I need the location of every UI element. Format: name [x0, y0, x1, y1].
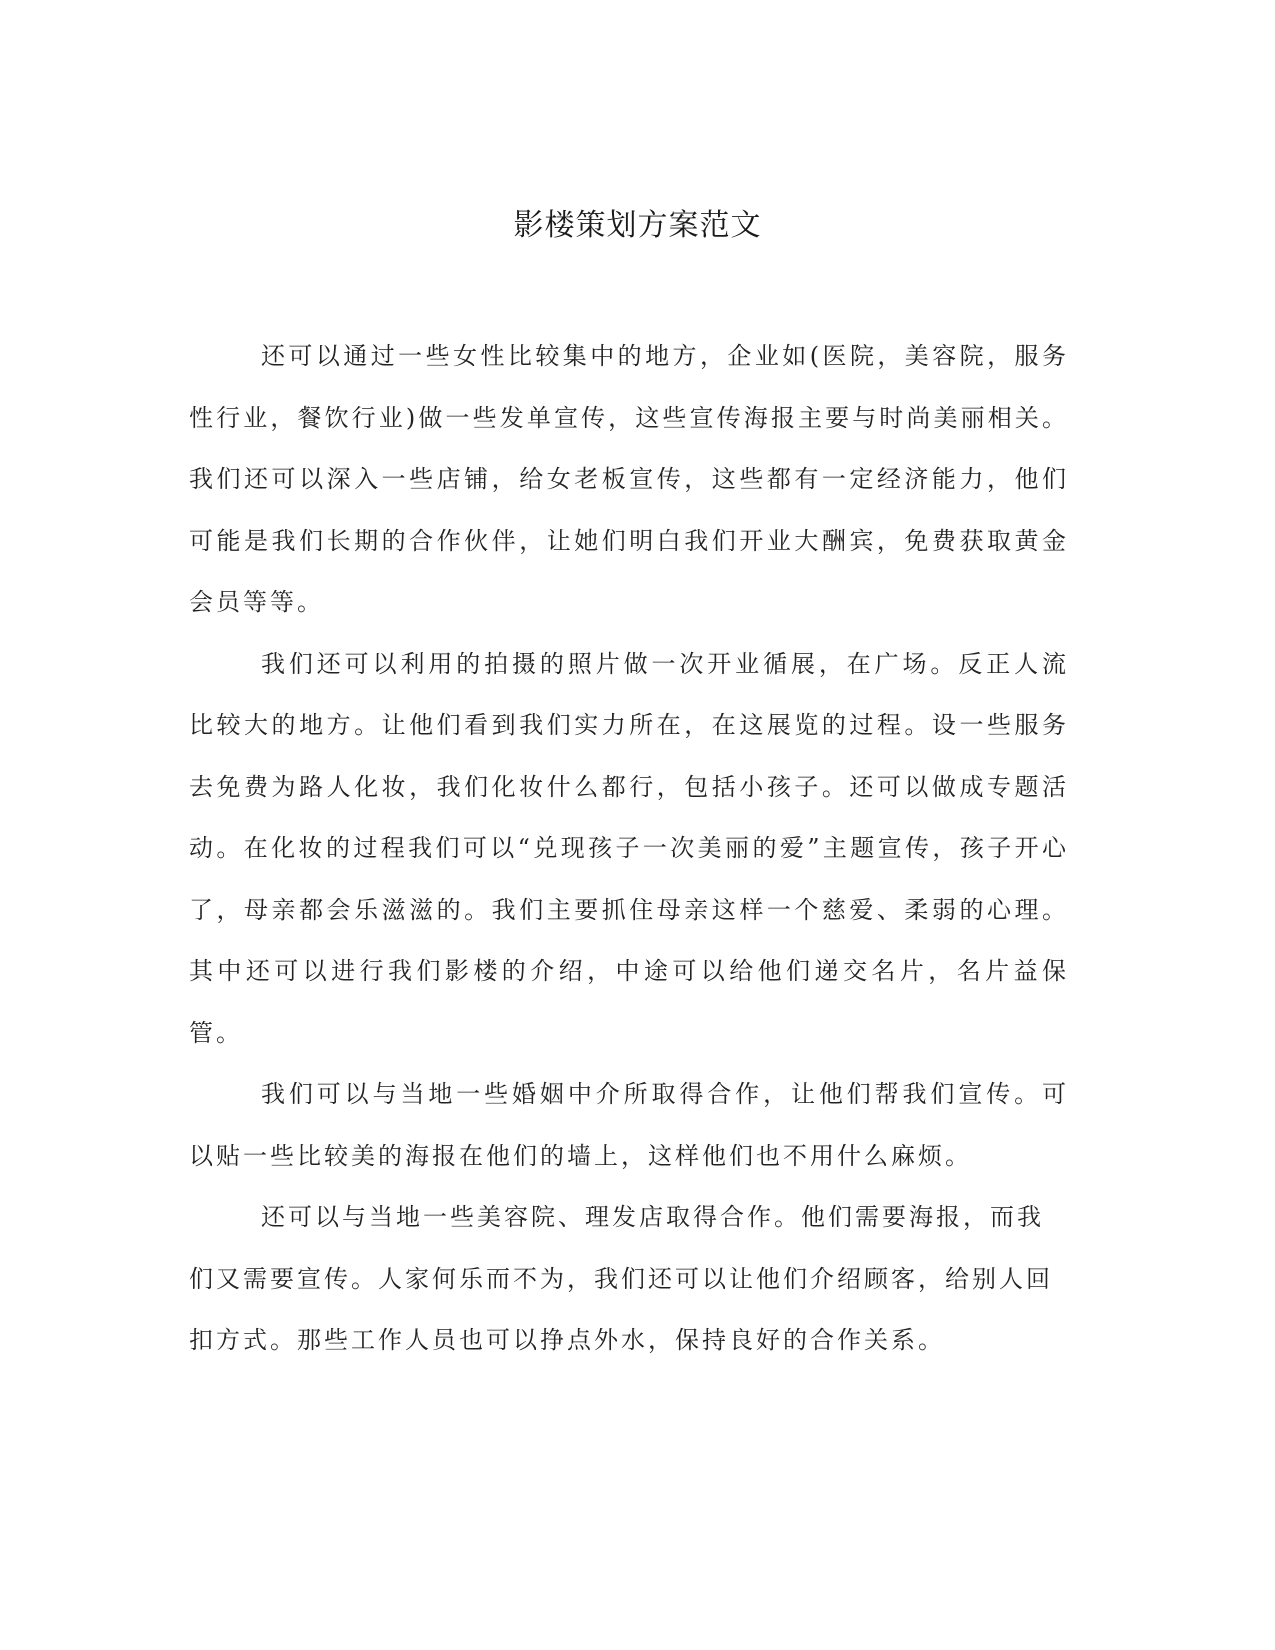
paragraph-3: 我们可以与当地一些婚姻中介所取得合作，让他们帮我们宣传。可以贴一些比较美的海报在他们的墙上，这样他们也不用什么麻烦。: [189, 1080, 1069, 1170]
paragraph-1: 还可以通过一些女性比较集中的地方，企业如(医院，美容院，服务性行业，餐饮行业)做一些发单宣传，这些宣传海报主要与时尚美丽相关。我们还可以深入一些店铺，给女老板宣传，这些都有一定经济能力，他们可能是我们长期的合作伙伴，让她们明白我们开业大酬宾，免费获取黄金会员等等。: [189, 342, 1069, 616]
document-body: [189, 326, 1069, 1372]
paragraph-4: 还可以与当地一些美容院、理发店取得合作。他们需要海报，而我们又需要宣传。人家何乐而不为，我们还可以让他们介绍顾客，给别人回扣方式。那些工作人员也可以挣点外水，保持良好的合作关系。: [189, 1203, 1053, 1354]
paragraph-2: 我们还可以利用的拍摄的照片做一次开业循展，在广场。反正人流比较大的地方。让他们看到我们实力所在，在这展览的过程。设一些服务去免费为路人化妆，我们化妆什么都行，包括小孩子。还可以做成专题活动。在化妆的过程我们可以“兑现孩子一次美丽的爱”主题宣传，孩子开心了，母亲都会乐滋滋的。我们主要抓住母亲这样一个慈爱、柔弱的心理。其中还可以进行我们影楼的介绍，中途可以给他们递交名片，名片益保管。: [189, 649, 1069, 1047]
document-title: 影楼策划方案范文: [513, 208, 762, 243]
